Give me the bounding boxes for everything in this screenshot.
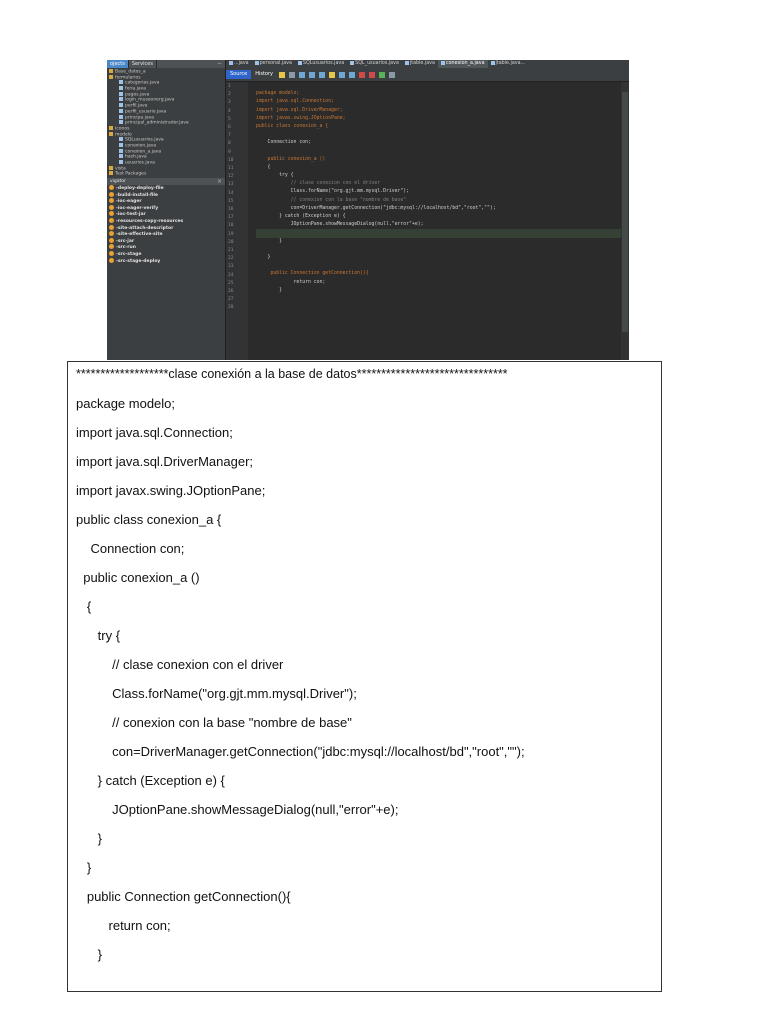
- java-file-icon: [119, 115, 123, 119]
- code-line: {: [256, 164, 271, 170]
- code-line: [256, 148, 621, 156]
- vertical-scrollbar[interactable]: [621, 82, 629, 360]
- java-file-icon: [119, 143, 123, 147]
- tree-item-label: pagos.java: [125, 92, 150, 98]
- goal-icon: [109, 218, 114, 223]
- project-panel: [107, 60, 226, 360]
- tree-item[interactable]: [107, 171, 225, 177]
- tree-item-label: formularios: [115, 75, 141, 81]
- navigator-item-label: -resources-copy-resources: [116, 219, 184, 225]
- navigator-list: [107, 185, 225, 264]
- code-line: import java.sql.DriverManager;: [256, 107, 343, 113]
- file-tab-label: jtable.java...: [495, 61, 526, 66]
- line-number: 16: [228, 207, 234, 212]
- tree-item-label: SQLusuarios.java: [125, 137, 164, 143]
- tree-item-label: login_museonerg.java: [125, 97, 175, 103]
- code-line: [256, 295, 621, 303]
- line-number: 13: [228, 182, 234, 188]
- line-number: 28: [228, 305, 234, 311]
- navigator-item-label: -ioc-test-jar: [116, 212, 146, 218]
- line-gutter: [226, 82, 248, 360]
- navigator-item-label: -src-jar: [116, 238, 135, 244]
- code-line: [256, 82, 621, 90]
- navigator-item[interactable]: [107, 244, 225, 251]
- java-file-icon: [119, 160, 123, 164]
- tree-item-label: categorias.java: [125, 80, 160, 86]
- tree-item-label: conexion_a.java: [125, 149, 162, 155]
- navigator-item-label: -src-stage-deploy: [116, 258, 161, 264]
- code-line: [256, 303, 621, 311]
- file-tab[interactable]: [347, 60, 402, 68]
- ide-screenshot: [107, 60, 629, 360]
- line-number: 11: [228, 166, 234, 171]
- package-icon: [109, 171, 113, 175]
- code-line: public conexion_a (): [256, 156, 326, 162]
- tree-item-label: Test Packages: [115, 171, 147, 177]
- file-tab[interactable]: [226, 60, 252, 68]
- navigator-item[interactable]: [107, 218, 225, 225]
- line-number: 23: [228, 264, 234, 270]
- code-line: } catch (Exception e) {: [256, 214, 346, 219]
- line-number: 8: [228, 141, 231, 147]
- line-number: 24: [228, 272, 234, 278]
- find-next-icon[interactable]: [319, 72, 325, 78]
- goal-icon: [109, 251, 114, 256]
- line-number: 2: [228, 92, 231, 98]
- source-button[interactable]: Source: [226, 70, 251, 79]
- shift-left-icon[interactable]: [339, 72, 345, 78]
- file-tab[interactable]: [252, 60, 295, 68]
- goal-icon: [109, 238, 114, 243]
- java-file-icon: [255, 61, 259, 65]
- tree-item-label: principa.java: [125, 115, 155, 120]
- tree-item-label: modelo: [115, 132, 132, 138]
- code-line: [256, 246, 621, 254]
- line-number: 1: [228, 84, 231, 89]
- code-line: public class conexion_a {: [256, 123, 329, 129]
- line-number: 20: [228, 239, 234, 245]
- navigator-item-label: -deploy-deploy-file: [116, 186, 164, 192]
- java-file-icon: [119, 120, 123, 124]
- java-file-icon: [119, 154, 123, 158]
- find-icon[interactable]: [299, 72, 305, 78]
- java-file-icon: [350, 61, 354, 65]
- line-number: 3: [228, 100, 231, 106]
- navigator-title: vigator: [110, 179, 126, 185]
- navigator-item-label: -site-effective-site: [116, 232, 163, 238]
- line-number: 6: [228, 125, 231, 130]
- navigator-item-label: -ioc-eager: [116, 199, 142, 205]
- line-number: 7: [228, 133, 231, 139]
- code-text-box: [67, 361, 662, 992]
- navigator-item[interactable]: [107, 258, 225, 265]
- java-file-icon: [491, 61, 495, 65]
- navigator-item[interactable]: [107, 192, 225, 199]
- line-number: 10: [228, 157, 234, 163]
- code-text-line: import javax.swing.JOptionPane;: [76, 483, 266, 498]
- navigator-item-label: -src-run: [116, 245, 136, 251]
- side-tabs: [107, 60, 225, 68]
- java-file-icon: [119, 86, 123, 90]
- goal-icon: [109, 185, 114, 190]
- navigator-item[interactable]: [107, 205, 225, 212]
- code-line: // conexion con la base "nombre de base": [256, 197, 407, 203]
- code-text-line: import java.sql.DriverManager;: [76, 454, 254, 469]
- code-text-line: package modelo;: [76, 396, 176, 411]
- goal-icon: [109, 225, 114, 230]
- navigator-item[interactable]: [107, 198, 225, 205]
- close-icon[interactable]: ×: [216, 178, 222, 186]
- file-tab-label: SQL_usuarios.java: [355, 61, 399, 66]
- uncomment-icon[interactable]: [389, 72, 395, 78]
- code-line: Class.forName("org.gjt.mm.mysql.Driver");: [256, 189, 410, 195]
- navigator-item[interactable]: [107, 238, 225, 245]
- tree-item-label: Base_datos_a: [115, 69, 146, 75]
- java-file-icon: [229, 61, 233, 65]
- code-text-line: try {: [76, 628, 121, 643]
- line-number: 26: [228, 289, 234, 294]
- line-number: 4: [228, 108, 231, 114]
- file-tab[interactable]: [402, 60, 438, 68]
- line-number: 17: [228, 215, 234, 221]
- line-number: 25: [228, 280, 234, 286]
- stop-macro-icon[interactable]: [369, 72, 375, 78]
- line-number: 22: [228, 256, 234, 262]
- tree-item-label: iconos: [115, 126, 130, 132]
- file-tab-label: jtable.java: [409, 61, 435, 66]
- code-line: // clase conexion con el driver: [256, 181, 381, 187]
- tree-item-label: hash.java: [125, 154, 147, 160]
- tree-item-label: usuarios.java: [125, 160, 155, 166]
- minimize-icon[interactable]: −: [216, 60, 222, 67]
- code-text-line: // conexion con la base "nombre de base": [76, 715, 352, 730]
- find-prev-icon[interactable]: [309, 72, 315, 78]
- code-line: JOptionPane.showMessageDialog(null,"error"+e);: [256, 222, 424, 228]
- goal-icon: [109, 192, 114, 197]
- document-heading: *******************clase conexión a la base de datos*******************************: [76, 367, 508, 381]
- code-text-line: } catch (Exception e) {: [76, 773, 225, 788]
- code-area[interactable]: [248, 82, 621, 360]
- code-text-line: public conexion_a (): [76, 570, 200, 585]
- java-file-icon: [119, 137, 123, 141]
- line-number: 14: [228, 190, 234, 196]
- back-icon[interactable]: [279, 72, 285, 78]
- code-text-line: Connection con;: [76, 541, 185, 556]
- toggle-highlight-icon[interactable]: [329, 72, 335, 78]
- navigator-item[interactable]: [107, 225, 225, 232]
- java-file-icon: [119, 80, 123, 84]
- java-file-icon: [298, 61, 302, 65]
- navigator-item[interactable]: [107, 211, 225, 218]
- code-editor: [226, 60, 629, 360]
- line-number: 15: [228, 198, 234, 204]
- goal-icon: [109, 231, 114, 236]
- java-file-icon: [119, 109, 123, 113]
- code-line: [256, 229, 621, 237]
- line-number: 27: [228, 297, 234, 303]
- tab-services[interactable]: Services: [129, 60, 157, 68]
- goal-icon: [109, 205, 114, 210]
- file-tab[interactable]: [295, 60, 347, 68]
- code-line: con=DriverManager.getConnection("jdbc:mysql://localhost/bd","root","");: [256, 205, 496, 211]
- shift-right-icon[interactable]: [349, 72, 355, 78]
- project-tree: [107, 68, 225, 177]
- history-button[interactable]: History: [255, 71, 273, 77]
- package-icon: [109, 75, 113, 79]
- java-file-icon: [119, 92, 123, 96]
- code-text-line: {: [76, 599, 92, 614]
- file-tab-label: personal.java: [259, 61, 292, 66]
- navigator-item-label: -ioc-eager-verify: [116, 205, 159, 211]
- code-text-line: public Connection getConnection(){: [76, 889, 291, 904]
- tree-item-label: vista: [115, 166, 126, 172]
- forward-icon[interactable]: [289, 72, 295, 78]
- record-macro-icon[interactable]: [359, 72, 365, 78]
- navigator-item[interactable]: [107, 231, 225, 238]
- code-text-line: }: [76, 860, 92, 875]
- line-number: 9: [228, 149, 231, 155]
- comment-icon[interactable]: [379, 72, 385, 78]
- goal-icon: [109, 258, 114, 263]
- code-line: package modelo;: [256, 91, 300, 97]
- tree-item-label: feria.java: [125, 86, 147, 92]
- java-file-icon: [119, 97, 123, 101]
- package-icon: [109, 69, 113, 73]
- navigator-item[interactable]: [107, 251, 225, 258]
- goal-icon: [109, 244, 114, 249]
- line-number: 19: [228, 231, 234, 237]
- code-text-line: public class conexion_a {: [76, 512, 222, 527]
- code-line: Connection con;: [256, 140, 311, 146]
- file-tab[interactable]: [488, 60, 529, 68]
- code-line: }: [256, 287, 282, 293]
- code-text-line: import java.sql.Connection;: [76, 425, 233, 440]
- code-text-line: }: [76, 831, 103, 846]
- line-number: 18: [228, 223, 234, 229]
- goal-icon: [109, 211, 114, 216]
- tree-item-label: perfil.java: [125, 103, 148, 109]
- line-number: 5: [228, 116, 231, 122]
- code-line: import java.sql.Connection;: [256, 99, 334, 105]
- navigator-header: [107, 178, 225, 185]
- java-file-icon: [119, 103, 123, 107]
- code-text-line: }: [76, 947, 103, 962]
- java-file-icon: [405, 61, 409, 65]
- navigator-item-label: -build-install-file: [116, 192, 158, 198]
- code-line: }: [256, 238, 282, 244]
- code-line: public Connection getConnection(){: [256, 271, 369, 277]
- file-tab-label: ...java: [234, 61, 249, 66]
- goal-icon: [109, 198, 114, 203]
- package-icon: [109, 126, 113, 130]
- code-text-line: Class.forName("org.gjt.mm.mysql.Driver");: [76, 686, 357, 701]
- code-line: [256, 262, 621, 270]
- code-line: return con;: [256, 279, 326, 285]
- tab-projects[interactable]: ojects: [107, 60, 129, 68]
- navigator-item[interactable]: [107, 185, 225, 192]
- code-line: [256, 131, 621, 139]
- file-tab[interactable]: [438, 60, 488, 68]
- tree-item-label: principal_administrador.java: [125, 120, 189, 126]
- code-text-line: return con;: [76, 918, 171, 933]
- code-line: }: [256, 254, 271, 260]
- package-icon: [109, 166, 113, 170]
- java-file-icon: [119, 149, 123, 153]
- file-tab-label: SQLusuarios.java: [302, 61, 345, 66]
- java-file-icon: [441, 61, 445, 65]
- tree-item-label: conexion.java: [125, 143, 157, 149]
- code-line: import javax.swing.JOptionPane;: [256, 115, 346, 121]
- navigator-item-label: -site-attach-descriptor: [116, 225, 174, 231]
- code-text-line: // clase conexion con el driver: [76, 657, 284, 672]
- file-tabs: [226, 60, 629, 68]
- scroll-thumb[interactable]: [622, 92, 628, 332]
- code-text-line: JOptionPane.showMessageDialog(null,"error"+e);: [76, 802, 399, 817]
- tree-item-label: perfil_usuario.java: [125, 109, 167, 115]
- line-number: 12: [228, 174, 234, 180]
- package-icon: [109, 132, 113, 136]
- file-tab-label: conexion_a.java: [445, 61, 485, 66]
- code-text-line: con=DriverManager.getConnection("jdbc:mysql://localhost/bd","root","");: [76, 744, 525, 759]
- navigator-item-label: -src-stage: [116, 252, 142, 257]
- editor-toolbar: [226, 68, 629, 82]
- code-line: try {: [256, 173, 294, 179]
- line-number: 21: [228, 248, 234, 253]
